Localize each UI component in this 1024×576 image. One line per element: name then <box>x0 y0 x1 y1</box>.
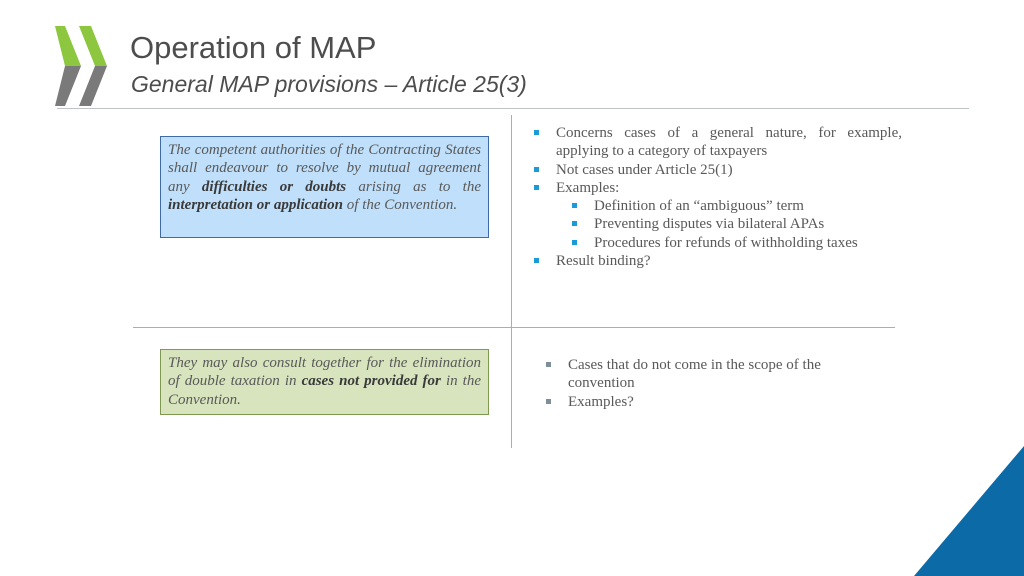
logo-green-chevron-right <box>79 26 107 66</box>
top-right-bullet-list <box>532 124 902 270</box>
list-item: Examples: <box>532 179 902 197</box>
box-blue-bold-1: difficulties or doubts <box>201 178 347 195</box>
list-subitem: Preventing disputes via bilateral APAs <box>532 215 902 233</box>
list-subitem: Definition of an “ambiguous” term <box>532 197 902 215</box>
logo-green-chevron-left <box>55 26 81 66</box>
box-blue-text-2: arising as to the <box>346 178 481 195</box>
box-green-bold-1: cases not provided for <box>301 373 441 390</box>
list-item: Concerns cases of a general nature, for example, applying to a category of taxpayers <box>532 124 902 161</box>
box-blue-text-1: The competent authorities of the Contracting States shall endeavour to resolve by mutual agreement any <box>168 142 481 195</box>
logo-grey-chevron-left <box>55 66 81 106</box>
corner-decoration-icon <box>914 446 1024 576</box>
box-green-text-2: in the Convention. <box>168 373 481 408</box>
bottom-right-bullet-list <box>544 356 864 411</box>
list-subitem: Procedures for refunds of withholding taxes <box>532 234 902 252</box>
list-item: Cases that do not come in the scope of the convention <box>544 356 864 393</box>
list-item: Result binding? <box>532 252 902 270</box>
box-blue-text-3: of the Convention. <box>343 197 458 214</box>
list-item: Not cases under Article 25(1) <box>532 161 902 179</box>
logo-grey-chevron-right <box>79 66 107 106</box>
list-item: Examples? <box>544 393 864 411</box>
article-text-box-green <box>160 349 489 415</box>
oecd-logo-icon <box>55 26 109 106</box>
vertical-divider <box>511 115 512 448</box>
box-green-text-1: They may also consult together for the elimination of double taxation in <box>168 355 481 390</box>
header-divider <box>57 108 969 109</box>
page-subtitle: General MAP provisions – Article 25(3) <box>131 71 527 97</box>
page-title: Operation of MAP <box>130 30 377 65</box>
box-blue-bold-2: interpretation or application <box>168 197 344 214</box>
article-text-box-blue <box>160 136 489 238</box>
horizontal-divider <box>133 327 895 328</box>
